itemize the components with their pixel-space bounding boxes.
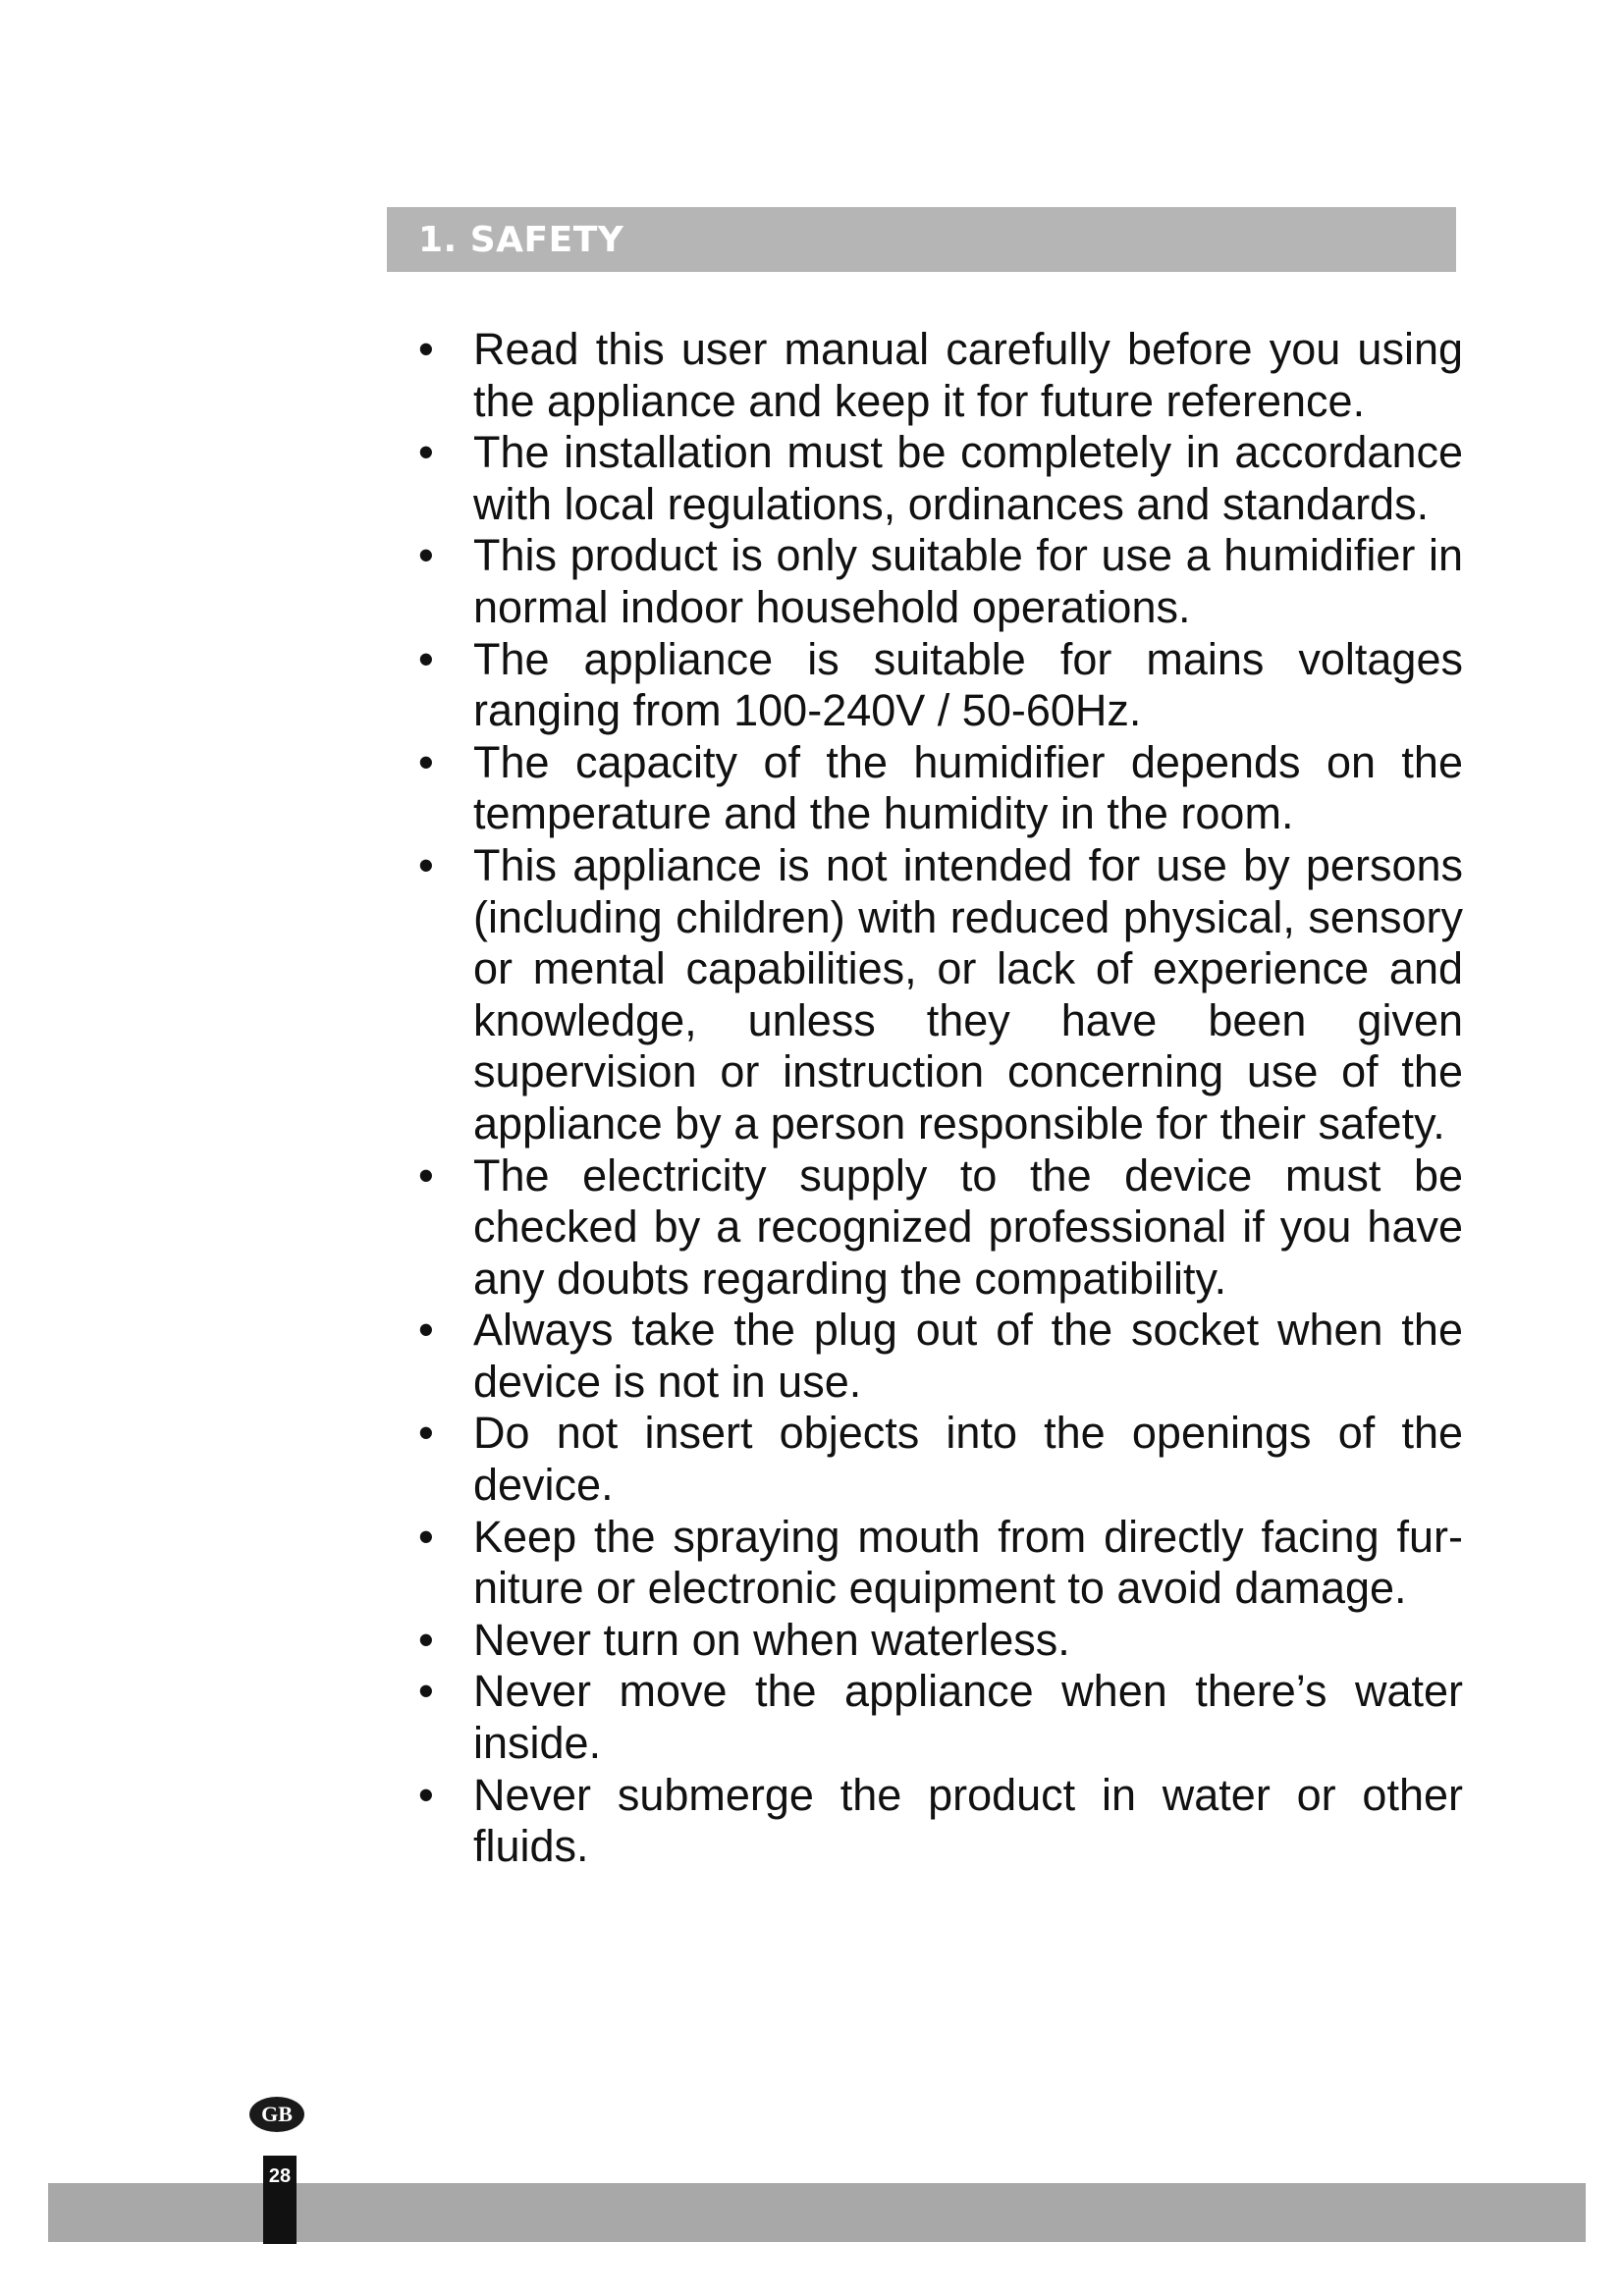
safety-list: [412, 324, 1463, 1873]
list-item-text: Always take the plug out of the socket when the device is not in use.: [473, 1305, 1463, 1407]
bullet-icon: •: [418, 1614, 434, 1665]
list-item-text: Never submerge the product in water or other fluids.: [473, 1769, 1463, 1872]
bullet-icon: •: [418, 1666, 434, 1717]
bullet-icon: •: [418, 1305, 434, 1356]
list-item-text: This appliance is not intended for use by persons (including children) with reduced physical, sensory or mental capabilities, or lack of experience and knowledge, unless they have been given supervision or instruction concerning use of the appliance by a person responsible for their safety.: [473, 839, 1463, 1148]
list-item: [412, 1770, 1463, 1873]
list-item-text: Do not insert objects into the openings of the device.: [473, 1408, 1463, 1511]
bullet-icon: •: [418, 839, 434, 890]
list-item: [412, 1615, 1463, 1667]
language-badge: GB: [249, 2097, 304, 2132]
list-item-text: The electricity supply to the device must be checked by a recognized professional if you have any doubts regarding the compatibility.: [473, 1149, 1463, 1304]
bullet-icon: •: [418, 324, 434, 374]
list-item-text: This product is only suitable for use a humidifier in normal indoor household operations.: [473, 530, 1463, 632]
list-item: [412, 427, 1463, 530]
list-item-text: The installation must be completely in accordance with local regulations, ordinances and standards.: [473, 427, 1463, 529]
list-item: [412, 1408, 1463, 1511]
list-item-text: Never turn on when waterless.: [473, 1614, 1070, 1665]
bullet-icon: •: [418, 736, 434, 787]
list-item: [412, 1512, 1463, 1615]
section-title: 1. SAFETY: [418, 219, 624, 260]
list-item-text: Never move the appliance when there’s water inside.: [473, 1666, 1463, 1769]
page-number: 28: [263, 2156, 297, 2244]
bullet-icon: •: [418, 1149, 434, 1201]
list-item: [412, 1305, 1463, 1408]
list-item: [412, 840, 1463, 1150]
list-item: [412, 324, 1463, 427]
list-item: [412, 634, 1463, 737]
list-item-text: Read this user manual carefully before you using the appliance and keep it for future reference.: [473, 324, 1463, 426]
list-item: [412, 1150, 1463, 1306]
bullet-icon: •: [418, 633, 434, 684]
bullet-icon: •: [418, 1511, 434, 1562]
bullet-icon: •: [418, 427, 434, 478]
list-item-text: The capacity of the humidifier depends on the temperature and the humidity in the room.: [473, 736, 1463, 839]
section-header: [387, 207, 1456, 272]
bullet-icon: •: [418, 1408, 434, 1459]
list-item: [412, 1666, 1463, 1769]
list-item-text: The appliance is suitable for mains voltages ranging from 100-240V / 50-60Hz.: [473, 633, 1463, 736]
bullet-icon: •: [418, 1769, 434, 1820]
list-item: [412, 530, 1463, 633]
list-item-text: Keep the spraying mouth from directly facing furniture or electronic equipment to avoid damage.: [473, 1511, 1463, 1614]
bullet-icon: •: [418, 530, 434, 581]
list-item: [412, 737, 1463, 840]
